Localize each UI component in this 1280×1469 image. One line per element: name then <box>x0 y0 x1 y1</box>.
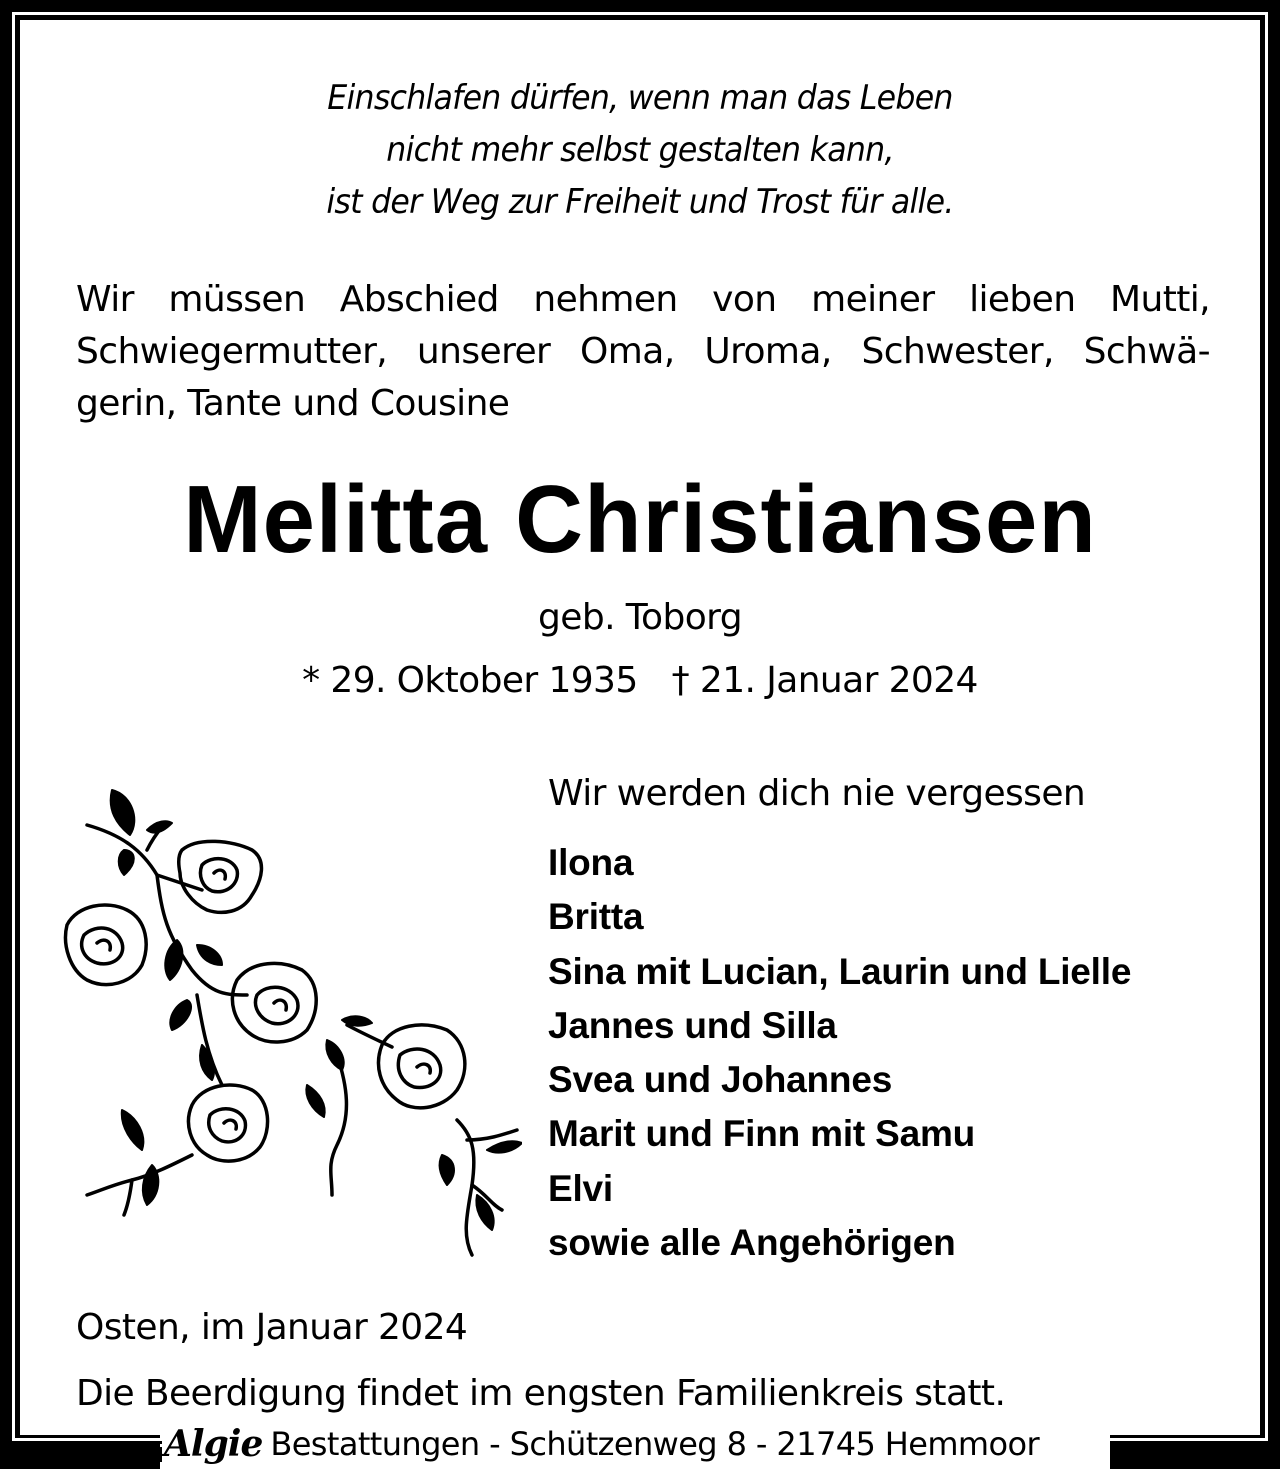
motto-verse <box>63 72 1216 228</box>
motto-line: nicht mehr selbst gestalten kann, <box>386 130 894 170</box>
motto-line: ist der Weg zur Freiheit und Trost für alle. <box>326 182 954 222</box>
funeral-home-logo: Algie <box>164 1423 263 1465</box>
obituary-notice <box>20 20 1260 1435</box>
funeral-home-address: Bestattungen - Schützenweg 8 - 21745 Hemmoor <box>270 1425 1040 1463</box>
intro-line: Schwiegermutter, unserer Oma, Uroma, Schwester, Schwä- <box>76 331 1210 372</box>
rose-vine-icon <box>62 755 522 1275</box>
motto-line: Einschlafen dürfen, wenn man das Leben <box>327 78 953 118</box>
mourners-list <box>548 836 1248 1270</box>
mourner-name: Marit und Finn mit Samu <box>548 1113 976 1155</box>
intro-line: Wir müssen Abschied nehmen von meiner lieben Mutti, <box>76 279 1210 320</box>
mourner-name: Ilona <box>548 842 634 883</box>
intro-paragraph <box>76 274 1210 430</box>
mourners-block <box>548 768 1248 1270</box>
mourner-name: Svea und Johannes <box>548 1059 893 1101</box>
deceased-name: Melitta Christiansen <box>183 466 1097 573</box>
intro-line: gerin, Tante und Cousine <box>76 383 510 424</box>
life-dates <box>20 656 1260 706</box>
funeral-home-credit <box>164 1421 1039 1467</box>
death-date: † 21. Januar 2024 <box>671 660 978 701</box>
funeral-note: Die Beerdigung findet im engsten Familienkreis statt. <box>76 1373 1006 1414</box>
maiden-name: geb. Toborg <box>538 597 742 638</box>
mourner-name: Sina mit Lucian, Laurin und Lielle <box>548 950 1132 992</box>
footer-rule-right <box>1112 1440 1280 1462</box>
footer-rule-left <box>0 1440 162 1462</box>
mourner-name: sowie alle Angehörigen <box>548 1222 956 1264</box>
mourner-name: Britta <box>548 896 644 938</box>
mourners-lead: Wir werden dich nie vergessen <box>548 773 1086 814</box>
mourner-name: Jannes und Silla <box>548 1004 837 1046</box>
place-date: Osten, im Januar 2024 <box>76 1307 468 1348</box>
birth-date: * 29. Oktober 1935 <box>302 660 638 701</box>
mourner-name: Elvi <box>548 1167 614 1209</box>
